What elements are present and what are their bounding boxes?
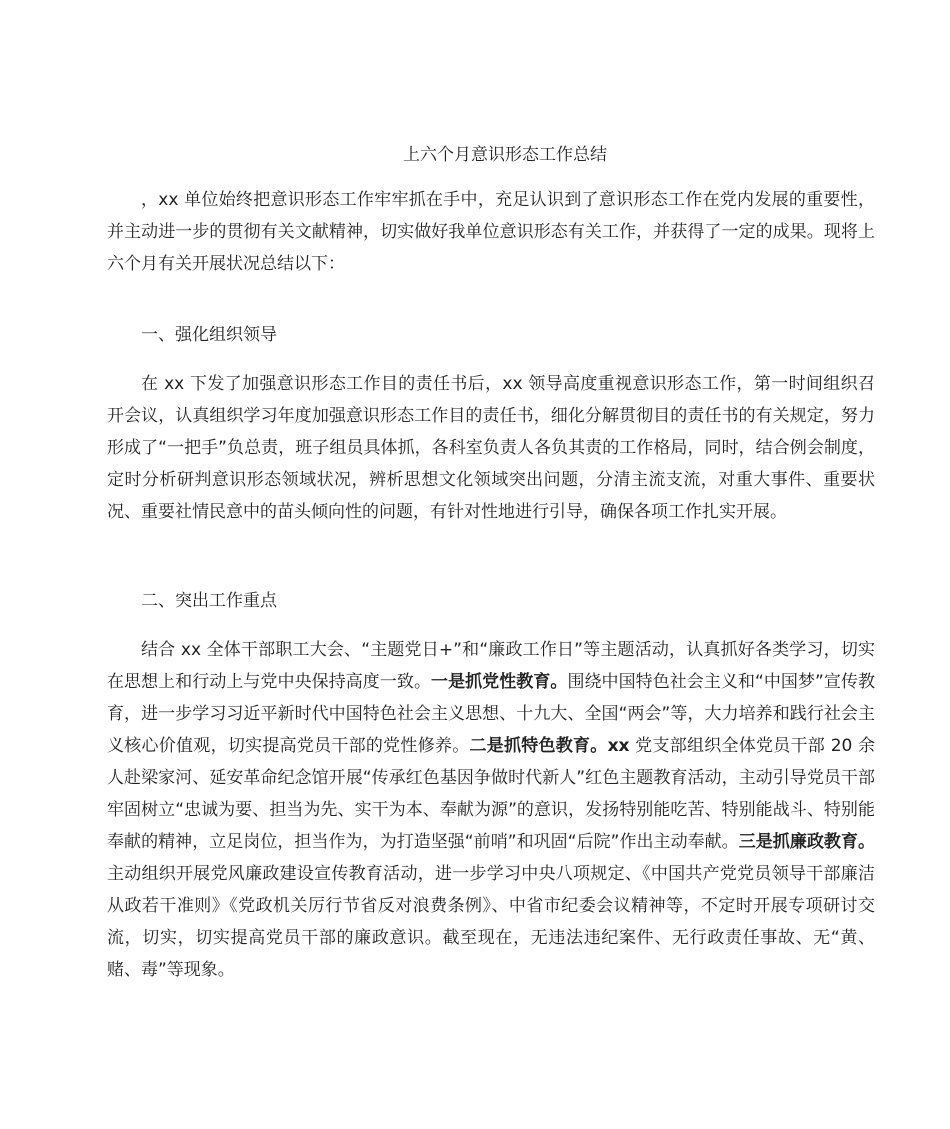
bold-point-3: 三是抓廉政教育。: [738, 832, 876, 852]
section2-text-2: 围绕中国特色社会主义和“中国梦”宣传教育，进一步学习习近平新时代中国特色社会主义思想、十九大、全国“两会”等，大力培养和践行社会主义核心价值观，切实提高党员干部的党性修养。: [107, 672, 876, 756]
section2-paragraph: [107, 634, 875, 986]
section1-heading: 一、强化组织领导: [141, 325, 277, 345]
intro-paragraph: ，xx 单位始终把意识形态工作牢牢抓在手中，充足认识到了意识形态工作在党内发展的重要性，并主动进一步的贯彻有关文献精神，切实做好我单位意识形态有关工作，并获得了一定的成果。现将上六个月有关开展状况总结以下：: [107, 190, 875, 274]
bold-point-1: 一是抓党性教育。: [431, 672, 568, 692]
section2-text-4: 主动组织开展党风廉政建设宣传教育活动，进一步学习中央八项规定、《中国共产党党员领导干部廉洁从政若干准则》《党政机关厉行节省反对浪费条例》、中省市纪委会议精神等，不定时开展专项研讨交流，切实，切实提高党员干部的廉政意识。截至现在，无违法违纪案件、无行政责任事故、无“黄、赌、毒”等现象。: [107, 864, 875, 980]
section1-paragraph: 在 xx 下发了加强意识形态工作目的责任书后，xx 领导高度重视意识形态工作，第一时间组织召开会议，认真组织学习年度加强意识形态工作目的责任书，细化分解贯彻目的责任书的有关规定，努力形成了“一把手”负总责，班子组员具体抓，各科室负责人各负其责的工作格局，同时，结合例会制度，定时分析研判意识形态领域状况，辨析思想文化领域突出问题，分清主流支流，对重大事件、重要状况、重要社情民意中的苗头倾向性的问题，有针对性地进行引导，确保各项工作扎实开展。: [107, 374, 875, 522]
section2-text-3: 党支部组织全体党员干部 20 余人赴梁家河、延安革命纪念馆开展“传承红色基因争做时代新人”红色主题教育活动，主动引导党员干部牢固树立“忠诚为要、担当为先、实干为本、奉献为源”的意识，发扬特别能吃苦、特别能战斗、特别能奉献的精神，立足岗位，担当作为，为打造坚强“前哨”和巩固“后院”作出主动奉献。: [107, 736, 876, 852]
section2-heading: 二、突出工作重点: [141, 591, 277, 611]
document-title: 上六个月意识形态工作总结: [403, 145, 607, 165]
bold-point-2: 二是抓特色教育。xx: [469, 736, 630, 756]
section2-text-1: 结合 xx 全体干部职工大会、“主题党日+”和“廉政工作日”等主题活动，认真抓好各类学习，切实在思想上和行动上与党中央保持高度一致。: [107, 640, 875, 692]
